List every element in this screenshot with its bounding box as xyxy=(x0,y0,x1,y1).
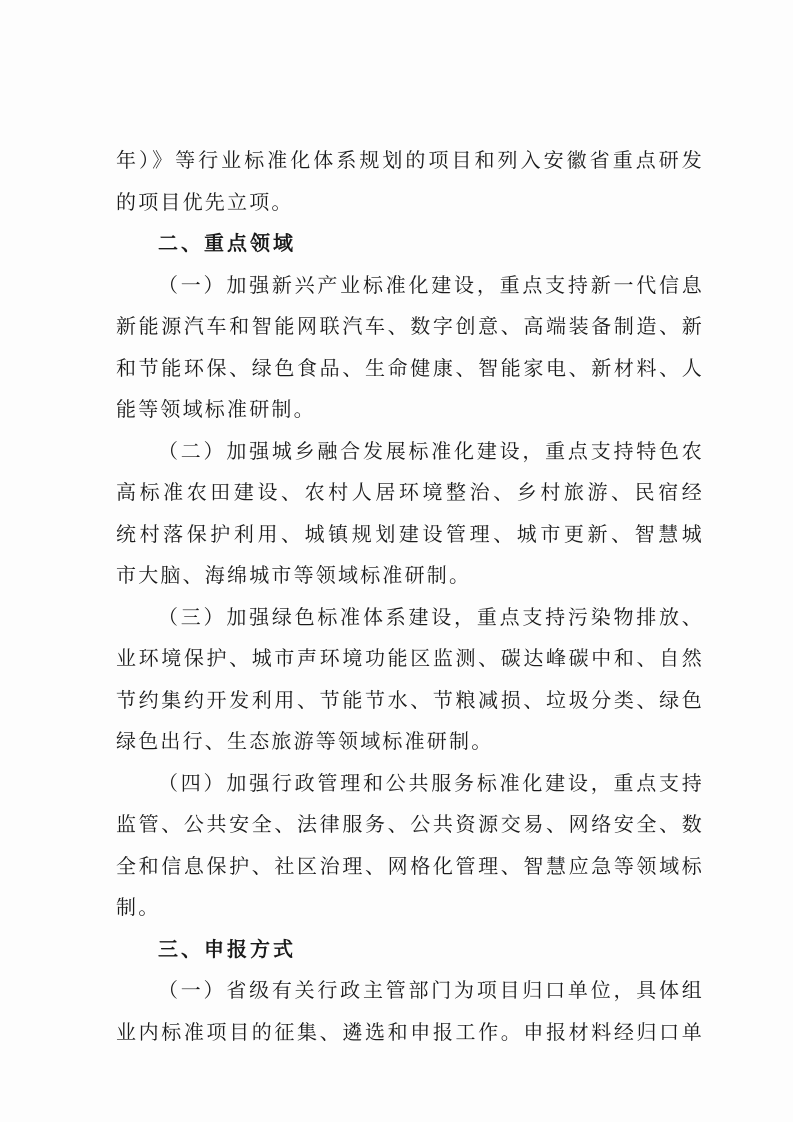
body-line: 节约集约开发利用、节能节水、节粮减损、垃圾分类、绿色 xyxy=(116,687,704,712)
document-body xyxy=(116,140,704,1053)
body-line: 绿色出行、生态旅游等领域标准研制。 xyxy=(116,729,494,753)
body-line: 年）》等行业标准化体系规划的项目和列入安徽省重点研发 xyxy=(116,148,704,172)
body-line: 监管、公共安全、法律服务、公共资源交易、网络安全、数 xyxy=(116,812,704,836)
body-line: 高标准农田建设、农村人居环境整治、乡村旅游、民宿经 xyxy=(116,480,704,504)
section-heading-application-method: 三、申报方式 xyxy=(158,936,296,961)
paragraph-line: （三）加强绿色标准体系建设，重点支持污染物排放、 xyxy=(158,604,704,629)
body-line: 全和信息保护、社区治理、网格化管理、智慧应急等领域标 xyxy=(116,853,704,878)
body-line: 和节能环保、绿色食品、生命健康、智能家电、新材料、人 xyxy=(116,355,704,380)
body-line: 市大脑、海绵城市等领域标准研制。 xyxy=(116,563,472,587)
paragraph-line: （四）加强行政管理和公共服务标准化建设，重点支持 xyxy=(158,770,704,795)
paragraph-line: （一）省级有关行政主管部门为项目归口单位，具体组 xyxy=(158,978,704,1002)
body-line: 统村落保护利用、城镇规划建设管理、城市更新、智慧城 xyxy=(116,521,704,546)
section-heading-key-areas: 二、重点领域 xyxy=(158,231,296,255)
body-line: 的项目优先立项。 xyxy=(116,189,294,214)
body-line: 制。 xyxy=(116,895,161,919)
body-line: 新能源汽车和智能网联汽车、数字创意、高端装备制造、新 xyxy=(116,314,704,338)
paragraph-line: （一）加强新兴产业标准化建设，重点支持新一代信息 xyxy=(158,272,704,297)
paragraph-line: （二）加强城乡融合发展标准化建设，重点支持特色农 xyxy=(158,438,704,463)
body-line: 能等领域标准研制。 xyxy=(116,397,316,421)
body-line: 业内标准项目的征集、遴选和申报工作。申报材料经归口单 xyxy=(116,1019,704,1044)
body-line: 业环境保护、城市声环境功能区监测、碳达峰碳中和、自然 xyxy=(116,646,704,670)
